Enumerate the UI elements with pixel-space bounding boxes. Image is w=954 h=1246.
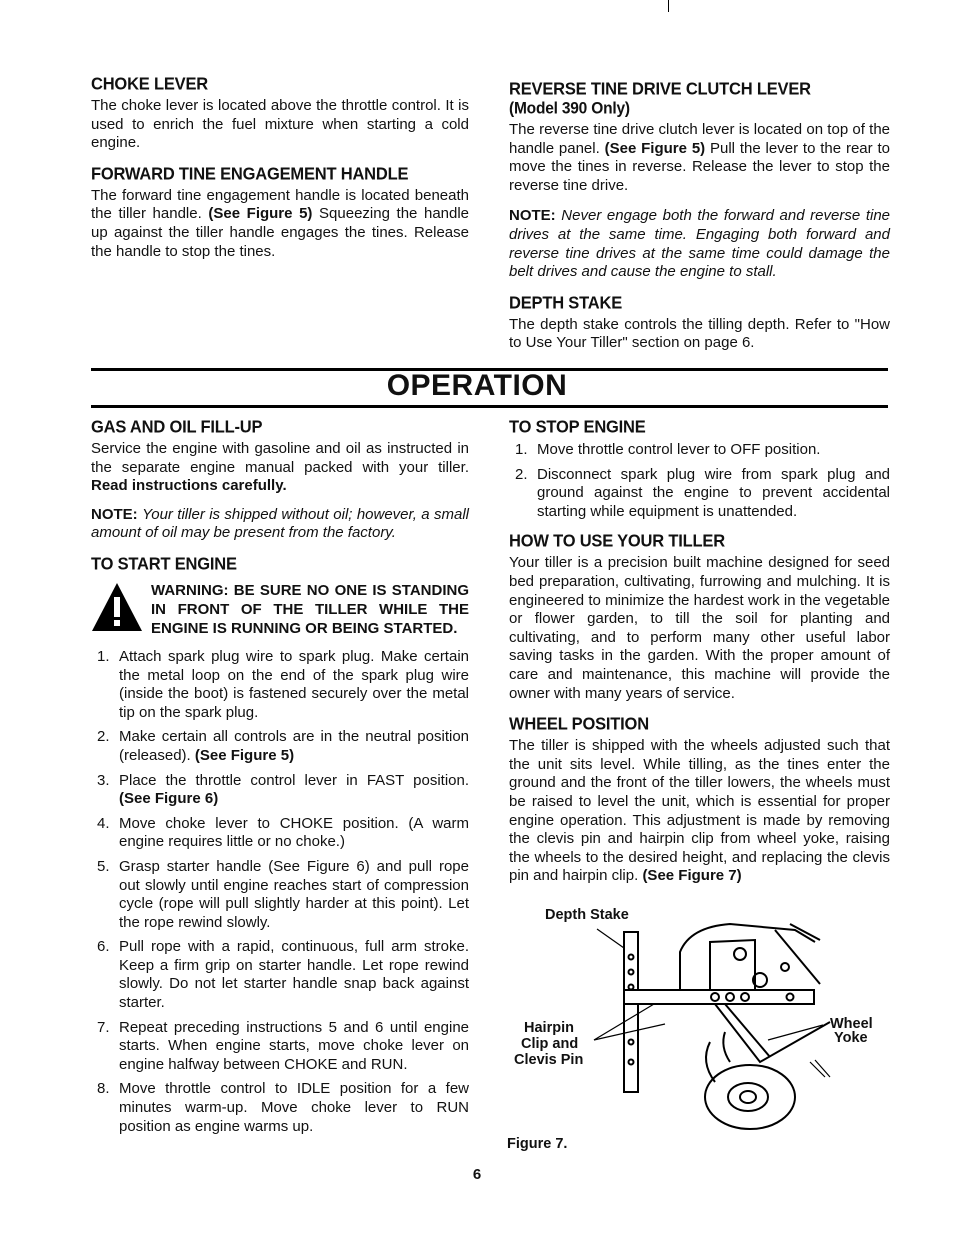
stop-engine-heading: TO STOP ENGINE bbox=[509, 417, 646, 437]
start-step bbox=[91, 938, 469, 1012]
choke-lever-text: The choke lever is located above the throttle control. It is used to enrich the fuel mixture when starting a cold engine. bbox=[91, 97, 469, 152]
step-text: Move throttle control to IDLE position for a few minutes warm-up. Move choke lever to RUN position as engine warms up. bbox=[119, 1080, 469, 1135]
start-step bbox=[91, 648, 469, 722]
step-number: 2. bbox=[515, 465, 528, 483]
label-yoke: Yoke bbox=[834, 1030, 868, 1046]
step-number: 2. bbox=[97, 728, 110, 746]
gas-oil-text bbox=[91, 440, 469, 496]
label-wheel: Wheel bbox=[830, 1016, 873, 1032]
how-to-use-heading: HOW TO USE YOUR TILLER bbox=[509, 531, 725, 552]
step-number: 1. bbox=[515, 441, 528, 458]
forward-tine-text-b: Squeezing the handle up against the tiller handle engages the tines. Release the handle to stop the tines. bbox=[91, 205, 470, 260]
figure-reference: (See Figure 5) bbox=[190, 746, 295, 764]
figure-reference: (See Figure 5) bbox=[604, 139, 706, 157]
reverse-tine-text bbox=[509, 121, 890, 195]
start-engine-steps bbox=[91, 648, 469, 1136]
stop-engine-steps bbox=[509, 441, 890, 521]
step-number: 6. bbox=[97, 938, 110, 956]
reverse-tine-subheading: (Model 390 Only) bbox=[509, 99, 630, 118]
top-edge-mark bbox=[668, 0, 669, 12]
wheel-position-text bbox=[509, 737, 890, 886]
step-text: Place the throttle control lever in FAST position. bbox=[119, 771, 469, 789]
reverse-tine-text-b: Pull the lever to the rear to move the tines in reverse. Release the lever to stop the reverse tine drive. bbox=[509, 139, 890, 194]
step-text: Move throttle control lever to OFF position. bbox=[537, 441, 821, 458]
step-text: Pull rope with a rapid, continuous, full arm stroke. Keep a firm grip on starter handle. Let rope rewind slowly. Do not let starter handle snap back against starter. bbox=[119, 938, 469, 1012]
warning-block bbox=[91, 581, 469, 638]
start-step bbox=[91, 1019, 469, 1075]
step-text: Move choke lever to CHOKE position. (A warm engine requires little or no choke.) bbox=[119, 814, 469, 851]
section-title: OPERATION bbox=[386, 369, 568, 402]
gas-oil-bold: Read instructions carefully. bbox=[91, 477, 287, 495]
choke-lever-heading: CHOKE LEVER bbox=[91, 74, 208, 94]
wheel-position-text-a: The tiller is shipped with the wheels adjusted such that the unit sits level. While tilling, as the tines enter the ground and the front of the tiller lowers, the wheels must be raised to level the unit, which is essential for proper engine operation. This adjustment is made by removing the clevis pin and hairpin clip from wheel yoke, raising the wheels to the desired height, and replacing the clevis pin and hairpin clip. bbox=[509, 737, 890, 885]
start-step bbox=[91, 728, 469, 765]
stop-step bbox=[509, 441, 890, 460]
step-number: 8. bbox=[97, 1080, 110, 1098]
figure-reference: (See Figure 7) bbox=[642, 867, 742, 885]
note-label: NOTE: bbox=[509, 207, 556, 225]
step-text: Attach spark plug wire to spark plug. Make certain the metal loop on the end of the spark plug wire (inside the boot) is fastened securely over the metal tip on the spark plug. bbox=[119, 647, 469, 721]
step-number: 3. bbox=[97, 771, 110, 789]
how-to-use-text: Your tiller is a precision built machine designed for seed bed preparation, cultivating, furrowing and mulching. It is engineered to minimize the hardest work in the vegetable or flower garden, to till the soil for planting and cultivating, and to perform many other useful labor saving tasks in the garden. With the proper amount of care and maintenance, this machine will provide the owner with many years of service. bbox=[509, 554, 890, 702]
step-text: Disconnect spark plug wire from spark plug and ground against the engine to prevent accidental starting while equipment is unattended. bbox=[537, 465, 890, 520]
stop-step bbox=[509, 466, 890, 522]
depth-stake-text: The depth stake controls the tilling depth. Refer to "How to Use Your Tiller" section on page 6. bbox=[509, 315, 890, 352]
label-clip-and: Clip and bbox=[521, 1036, 579, 1052]
gas-oil-note bbox=[91, 506, 469, 543]
forward-tine-text-a: The forward tine engagement handle is located beneath the tiller handle. bbox=[91, 186, 469, 223]
note-text: Never engage both the forward and reverse tine drives at the same time. Engaging both forward and reverse tine drives at the same time could damage the belt drives and cause the engine to stall. bbox=[509, 207, 890, 281]
step-text: Make certain all controls are in the neutral position (released). bbox=[119, 728, 469, 764]
start-step bbox=[91, 1080, 469, 1136]
right-top-column bbox=[509, 80, 890, 353]
left-main-column bbox=[91, 418, 469, 1136]
start-step bbox=[91, 858, 469, 932]
reverse-tine-heading: REVERSE TINE DRIVE CLUTCH LEVER bbox=[509, 79, 811, 99]
forward-tine-heading: FORWARD TINE ENGAGEMENT HANDLE bbox=[91, 164, 409, 184]
step-number: 5. bbox=[97, 857, 110, 875]
note-text: Your tiller is shipped without oil; however, a small amount of oil may be present from the factory. bbox=[91, 505, 469, 542]
reverse-note bbox=[509, 207, 890, 281]
start-step bbox=[91, 815, 469, 852]
reverse-tine-text-a: The reverse tine drive clutch lever is located on top of the handle panel. bbox=[509, 121, 890, 157]
step-text: Repeat preceding instructions 5 and 6 until engine starts. When engine starts, move choke lever on engine halfway between CHOKE and RUN. bbox=[119, 1018, 469, 1073]
gas-oil-text-a: Service the engine with gasoline and oil as instructed in the separate engine manual packed with your tiller. bbox=[91, 440, 469, 476]
figure-caption: Figure 7. bbox=[507, 1136, 568, 1152]
wheel-position-heading: WHEEL POSITION bbox=[509, 714, 649, 735]
start-engine-heading: TO START ENGINE bbox=[91, 554, 237, 574]
left-top-column bbox=[91, 75, 469, 261]
warning-icon bbox=[91, 581, 143, 633]
step-number: 1. bbox=[97, 647, 110, 665]
step-number: 4. bbox=[97, 814, 110, 832]
step-number: 7. bbox=[97, 1018, 110, 1036]
right-main-column bbox=[509, 418, 890, 886]
depth-stake-heading: DEPTH STAKE bbox=[509, 293, 623, 313]
forward-tine-text bbox=[91, 187, 469, 261]
warning-text: WARNING: BE SURE NO ONE IS STANDING IN FRONT OF THE TILLER WHILE THE ENGINE IS RUNNING OR BEING STARTED. bbox=[151, 581, 469, 637]
start-step bbox=[91, 772, 469, 809]
section-rule-bottom bbox=[91, 405, 888, 408]
gas-oil-heading: GAS AND OIL FILL-UP bbox=[91, 417, 263, 437]
label-depth-stake: Depth Stake bbox=[545, 907, 629, 923]
tiller-wheel-illustration bbox=[580, 912, 850, 1132]
step-text: Grasp starter handle (See Figure 6) and pull rope out slowly until engine reaches start of compression cycle (rope will pull slightly harder at this point). Let the rope rewind slowly. bbox=[119, 857, 469, 931]
figure-reference: (See Figure 5) bbox=[208, 205, 313, 223]
figure-reference: (See Figure 6) bbox=[119, 790, 219, 808]
note-label: NOTE: bbox=[91, 505, 138, 523]
page-number: 6 bbox=[472, 1166, 482, 1183]
label-clevis-pin: Clevis Pin bbox=[514, 1052, 584, 1068]
label-hairpin: Hairpin bbox=[524, 1020, 574, 1036]
